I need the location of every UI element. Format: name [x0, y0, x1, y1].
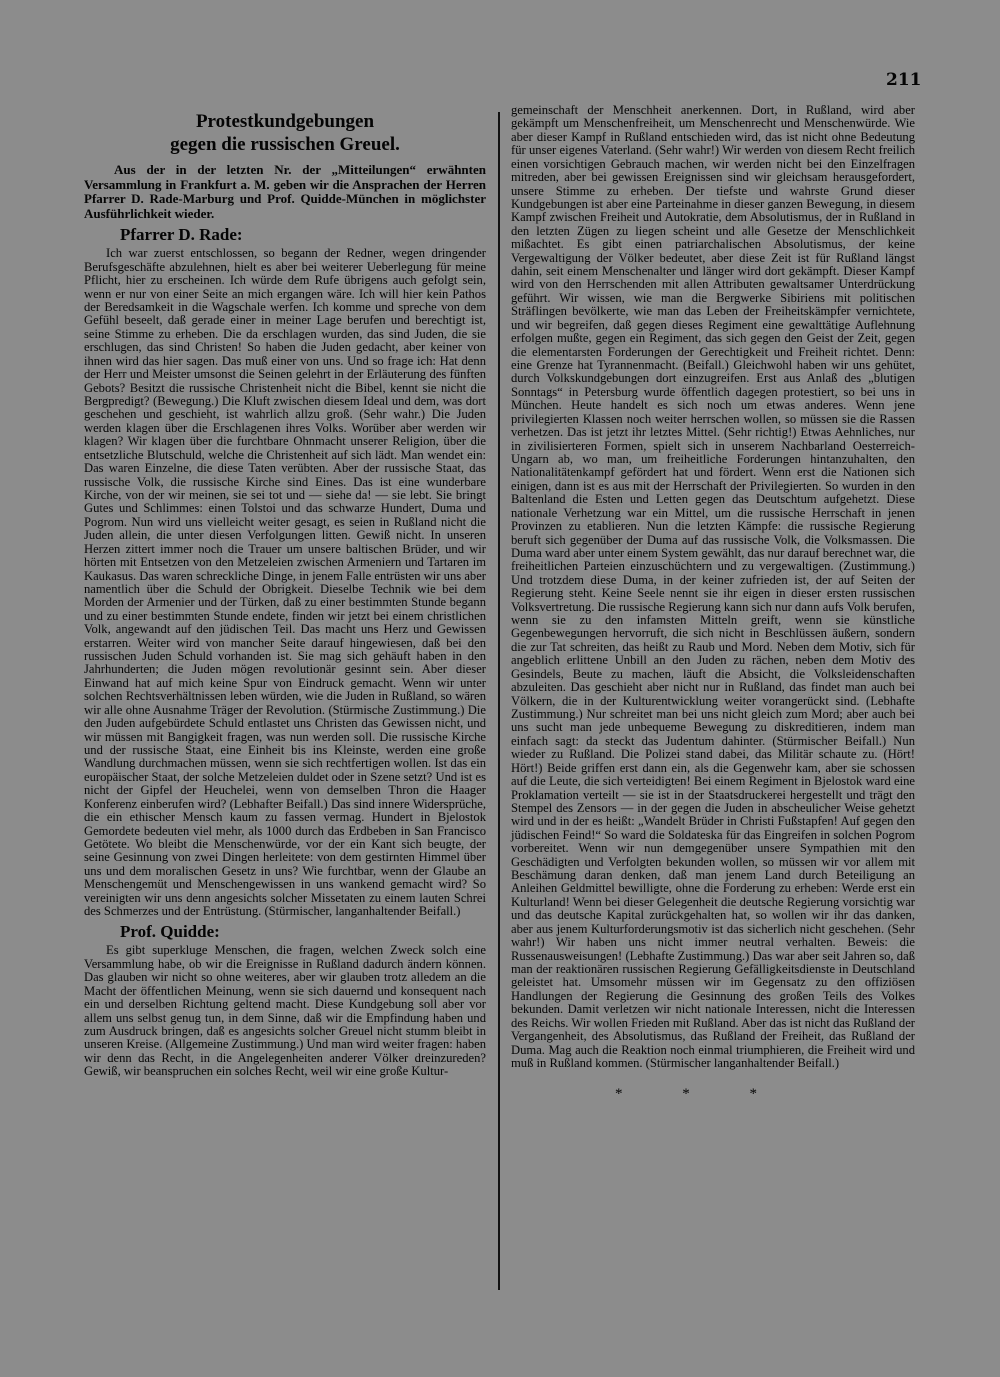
speech-quidde-part2: gemeinschaft der Menschheit anerkennen. Dort, in Rußland, wird aber gekämpft um Menschenfreiheit, um Menschenrecht und Menschenwürde. Wie aber dieser Kampf in Rußland entschieden wird, das ist nicht ohne Bedeutung für unser eigenes Vaterland. (Sehr wahr!) Wir werden von diesem Recht freilich einen vorsichtigen Gebrauch machen, wir werden nicht bei den Einzelfragen mitreden, aber bei gewissen Ereignissen sind wir gleichsam herausgefordert, unsere Stimme zu erheben. Der tiefste und wahrste Grund dieser Kundgebungen ist aber eine Parteinahme in dieser ganzen Bewegung, in diesem Kampf zwischen Freiheit und Autokratie, dem Absolutismus, der in Rußland in den letzten Zügen zu liegen scheint und alle Gesetze der Menschlichkeit mißachtet. Es gibt einen patriarchalischen Absolutismus, der keine Vergewaltigung der Völker bedeutet, aber diese Zeit ist für Rußland längst dahin, seit einem Menschenalter und länger wird dort gekämpft. Dieser Kampf wird von den Herrschenden mit allen Attributen gewaltsamer Unterdrückung geführt. Wir wissen, wie man die Bergwerke Sibiriens mit politischen Sträflingen bevölkerte, wie man das Leben der Freiheitskämpfer vernichtete, und wir begreifen, daß gegen dieses Regiment eine gewalttätige Auflehnung erfolgen mußte, gegen ein Regiment, das sich gegen den Geist der Zeit, gegen die elementarsten Forderungen der Gerechtigkeit und Freiheit richtet. Denn: eine Grenze hat Tyrannenmacht. (Beifall.) Gleichwohl haben wir uns gehütet, durch Volkskundgebungen dort einzugreifen. Erst aus Anlaß des „blutigen Sonntags“ in Petersburg wurde öffentlich dagegen protestiert, so bei uns in München. Heute handelt es sich noch um etwas anderes. Wenn jene privilegierten Klassen noch weiter herrschen wollen, so müssen sie die Rassen verhetzen. Das ist jetzt ihr letztes Mittel. (Sehr richtig!) Etwas Aehnliches, nur in zivilisierteren Formen, spielt sich in unserem Nachbarland Oesterreich-Ungarn ab, wo man, um freiheitliche Forderungen hintanzuhalten, den Nationalitätenkampf gefördert hat und fördert. Wenn erst die Nationen sich einigen, dann ist es aus mit der Herrschaft der Privilegierten. So wurden in den Baltenland die Esten und Letten gegen das Deutschtum aufgehetzt. Diese nationale Verhetzung war ein Mittel, um die russische Herrschaft in jenen Provinzen zu etablieren. Nun die letzten Kämpfe: die russische Regierung beruft sich gegenüber der Duma auf das russische Volk, die Volksmassen. Die Duma ward aber unter einem System gewählt, das nur darauf berechnet war, die freiheitlichen Parteien einzuschüchtern und zu vergewaltigen. (Zustimmung.) Und trotzdem diese Duma, in der keiner zufrieden ist, der auf Seiten der Regierung steht. Keine Seele nennt sie ihr eigen in dieser ersten russischen Volksvertretung. Die russische Regierung kann sich nur dann aufs Volk berufen, wenn sie zu den infamsten Mitteln greift, wenn sie künstliche Gegenbewegungen hervorruft, die sich nicht in Beschlüssen äußern, sondern die zur Tat schreiten, das heißt zu Raub und Mord. Neben dem Motiv, sich für angeblich erlittene Unbill an den Juden zu rächen, neben dem Motiv des Gesindels, Beute zu machen, läuft die Absicht, die Volksleidenschaften abzuleiten. Das geschieht aber nicht nur in Rußland, das findet man auch bei Völkern, die in der Kulturentwicklung weiter vorangerückt sind. (Lebhafte Zustimmung.) Nur schreitet man bei uns nicht gleich zum Mord; aber auch bei uns sucht man jede unbequeme Bewegung zu diskreditieren, indem man einfach sagt: da steckt das Judentum dahinter. (Stürmischer Beifall.) Nun wieder zu Rußland. Die Polizei stand dabei, das Militär schaute zu. (Hört! Hört!) Beide griffen erst dann ein, als die Gegenwehr kam, aber sie schossen auf die Leute, die sich verteidigten! Bei einem Regiment in Bjelostok ward eine Proklamation verteilt — sie ist in der Staatsdruckerei hergestellt und trägt den Stempel des Zensors — in der gegen die Juden in abscheulicher Weise gehetzt wird und in der es heißt: „Wandelt Brüder in Christi Fußstapfen! Auf gegen den jüdischen Feind!“ So ward die Soldateska für das Eingreifen in solchen Pogrom vorbereitet. Wenn wir nun demgegenüber unsere Sympathien mit den Geschädigten und Verfolgten bekunden wollen, so müssen wir vor allem mit Beschämung daran denken, daß man jenem Land durch Beteiligung an Anleihen Geldmittel bewilligte, ohne die Forderung zu erheben: Werde erst ein Kulturland! Wenn bei dieser Gelegenheit die deutsche Regierung vorsichtig war und das deutsche Kapital zurückgehalten hat, so wollen wir ihr das danken, aber aus jenem Kulturforderungsmotiv ist das sicherlich nicht geschehen. (Sehr wahr!) Wir haben uns nicht immer neutral verhalten. Beweis: die Russenausweisungen! (Lebhafte Zustimmung.) Das war aber seit Jahren so, daß man der reaktionären russischen Regierung Gefälligkeitsdienste in Deutschland geleistet hat. Umsomehr müssen wir im Gegensatz zu den offiziösen Handlungen der Regierung die Gesinnung des großen Teils des Volkes bekunden. Damit verletzen wir nicht nationale Interessen, nicht die Interessen des Reichs. Wir wollen Frieden mit Rußland. Aber das ist nicht das Rußland der Vergangenheit, des Absolutismus, das Rußland der Freiheit, das Rußland der Duma. Mag auch die Reaktion noch einmal triumphieren, die Freiheit wird und muß in Rußland kommen. (Stürmischer langanhaltender Beifall.) — [511, 103, 915, 1070]
speech-rade: Ich war zuerst entschlossen, so begann der Redner, wegen dringender Berufsgeschäfte abzulehnen, hielt es aber bei weiterer Ueberlegung für meine Pflicht, hier zu erscheinen. Ich würde dem Rufe übrigens auch gefolgt sein, wenn er nur von einer Seite an mich ergangen wäre. Ich will hier kein Pathos der Beredsamkeit in die Wagschale werfen. Ich komme und spreche von dem Gefühl beseelt, daß gerade einer in meiner Lage berufen und berechtigt ist, seine Stimme zu erheben. Die da erschlagen wurden, das sind Juden, die sie erschlugen, das sind Christen! So haben die Juden gedacht, aber keiner von ihnen wird das hier sagen. Das muß einer von uns. Und so frage ich: Hat denn der Herr und Meister umsonst die Seinen gelehrt in der Erläuterung des fünften Gebots? Besitzt die russische Christenheit nicht die Bibel, kennt sie nicht die Bergpredigt? (Bewegung.) Die Kluft zwischen diesem Ideal und dem, was dort geschehen und geschieht, ist wahrlich allzu groß. (Sehr wahr.) Die Juden werden klagen über die Erschlagenen ihres Volks. Worüber aber werden wir klagen? Wir klagen über die furchtbare Ohnmacht unserer Religion, über die entsetzliche Blutschuld, welche die Christenheit auf sich lädt. Man wendet ein: Das waren Einzelne, die diese Taten verübten. Aber der russische Staat, das russische Volk, die russische Kirche sind Eines. Das ist eine wunderbare Kirche, von der wir meinen, sie sei tot und — siehe da! — sie lebt. Sie bringt Gutes und Schlimmes: einen Tolstoi und das schwarze Hundert, Duma und Pogrom. Nun wird uns vielleicht weiter gesagt, es seien in Rußland nicht die Juden allein, die unter diesen Verfolgungen litten. Gewiß nicht. In unseren Herzen zittert immer noch die Trauer um unsere baltischen Brüder, und wir hörten mit Entsetzen von den Metzeleien zwischen Armeniern und Tartaren im Kaukasus. Das waren schreckliche Dinge, in jenem Falle entrüsten wir uns aber namentlich über die Schuld der Obrigkeit. Dieselbe Technik wie bei dem Morden der Armenier und der Türken, daß zu einer bestimmten Stunde begann und zu einer bestimmten Stunde endete, finden wir jetzt bei einem christlichen Volk, angewandt auf den jüdischen Teil. Das macht uns Herz und Gewissen erstarren. Weiter wird von mancher Seite darauf hingewiesen, daß bei den russischen Juden Schuld vorhanden ist. Sie mag sich gehäuft haben in den Jahrhunderten; die Juden mögen revolutionär gesinnt sein. Aber dieser Einwand hat auf mich keine Spur von Eindruck gemacht. Wenn wir unter solchen Rechtsverhältnissen leben würden, wie die Juden in Rußland, so wären wir alle ohne Ausnahme Träger der Revolution. (Stürmische Zustimmung.) Die den Juden aufgebürdete Schuld entlastet uns Christen das Gewissen nicht, und wir müssen mit Bangigkeit fragen, was nun werden soll. Die russische Kirche und der russische Staat, eine Einheit bis ins Kleinste, werden eine große Wandlung durchmachen müssen, wenn sie sich rechtfertigen wollen. Ist das ein europäischer Staat, der solche Metzeleien duldet oder in Szene setzt? Und ist es nicht der Gipfel der Heuchelei, wenn von demselben Thron die Haager Konferenz einberufen wird? (Lebhafter Beifall.) Das sind innere Widersprüche, die ein ethischer Mensch kaum zu fassen vermag. Hundert in Bjelostok Gemordete bedeuten viel mehr, als 1000 durch das Erdbeben in San Francisco Getötete. Wo bleibt die Menschenwürde, vor der ein Kant sich beugte, der seine Gesinnung von zwei Dingen herleitete: von dem gestirnten Himmel über uns und dem moralischen Gesetz in uns? Wie furchtbar, wenn der Glaube an Menschengemüt und Menschengewissen in uns wankend gemacht wird? So vereinigten wir uns denn angesichts solcher Missetaten zu einem lauten Schrei des Schmerzes und der Entrüstung. (Stürmischer, langanhaltender Beifall.) — [84, 246, 486, 919]
speech-quidde-part1: Es gibt superkluge Menschen, die fragen, welchen Zweck solch eine Versammlung habe, ob wir die Ereignisse in Rußland dadurch ändern können. Das glauben wir nicht so ohne weiteres, aber wir glauben trotz alledem an die Macht der öffentlichen Meinung, wenn sie sich dauernd und konsequent nach ein und derselben Richtung geltend macht. Diese Kundgebung soll aber vor allem uns selbst genug tun, in dem Sinne, daß wir die Empfindung haben und zum Ausdruck bringen, daß es angesichts solcher Greuel nicht stumm bleibt in unseren Kreise. (Allgemeine Zustimmung.) Und man wird weiter fragen: haben wir denn das Recht, in die Angelegenheiten anderer Völker dreinzureden? Gewiß, wir beanspruchen ein solches Recht, weil wir eine große Kultur- — [84, 943, 486, 1079]
section-end-asterisks: * * * — [615, 1086, 785, 1103]
article-title-line2: gegen die russischen Greuel. — [170, 134, 400, 155]
speaker-heading-rade: Pfarrer D. Rade: — [120, 225, 243, 245]
right-column — [511, 104, 915, 1102]
article-intro: Aus der in der letzten Nr. der „Mitteilungen“ erwähnten Versammlung in Frankfurt a. M. geben wir die Ansprachen der Herren Pfarrer D. Rade-Marburg und Prof. Quidde-München in möglichster Ausführlichkeit wieder. — [84, 162, 486, 221]
page-number: 211 — [886, 70, 922, 90]
left-column — [84, 104, 486, 1079]
article-title-line1: Protestkundgebungen — [195, 111, 375, 132]
speaker-heading-quidde: Prof. Quidde: — [120, 922, 220, 942]
column-divider — [498, 112, 500, 1290]
